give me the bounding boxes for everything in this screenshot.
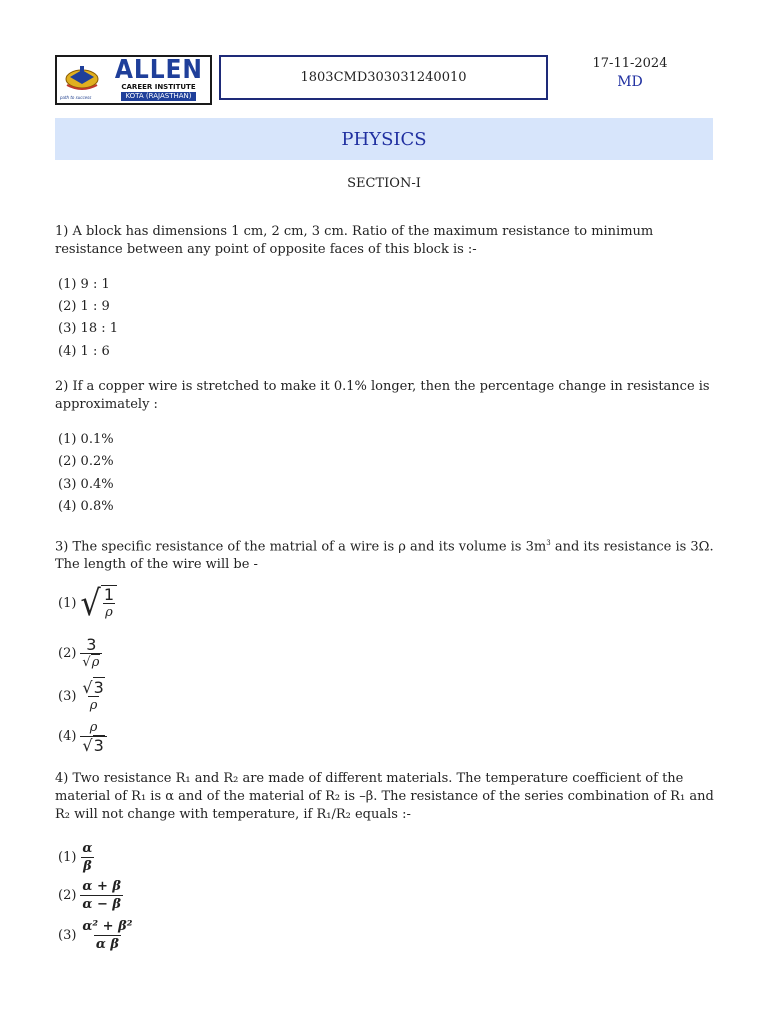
logo-tagline: path to success (60, 95, 92, 100)
question-3-text-b: and its resistance is 3Ω. (550, 539, 714, 555)
fraction-numerator: ρ (89, 720, 98, 735)
logo-location: KOTA (RAJASTHAN) (121, 92, 195, 101)
logo-brand: ALLEN (114, 55, 203, 85)
subject-banner (55, 118, 713, 160)
fraction-numerator: 1 (103, 585, 114, 604)
question-2-option-3[interactable]: (3) 0.4% (58, 477, 114, 492)
fraction-numerator: α (82, 841, 93, 856)
question-4-option-2[interactable] (58, 878, 123, 913)
fraction (80, 840, 94, 875)
option-number: (2) (58, 888, 77, 903)
fraction-numerator: α² + β² (82, 919, 133, 934)
question-3-text-a: 3) The specific resistance of the matrial of a wire is ρ and its volume is 3m (55, 539, 547, 555)
question-4-line-3: R₂ will not change with temperature, if R₁/R₂ equals :- (55, 807, 411, 822)
question-1-option-2[interactable]: (2) 1 : 9 (58, 299, 110, 314)
question-4-text (55, 770, 715, 824)
paper-code-box (219, 55, 548, 100)
fraction-denominator-sqrt: √3 (80, 736, 106, 754)
logo-subtitle: CAREER INSTITUTE (121, 83, 196, 91)
fraction-denominator: ρ (105, 605, 113, 620)
fraction-numerator-sqrt: √3 (82, 678, 104, 697)
question-3-option-4[interactable] (58, 719, 107, 754)
option-number: (2) (58, 646, 77, 661)
paper-code: 1803CMD303031240010 (300, 70, 467, 85)
exam-date: 17-11-2024 (592, 56, 668, 71)
question-2-text: 2) If a copper wire is stretched to make it 0.1% longer, then the percentage change in resistance is approximately : (55, 379, 710, 412)
question-3-option-3[interactable] (58, 679, 107, 714)
option-number: (1) (58, 850, 77, 865)
fraction (80, 636, 102, 671)
fraction-denominator-sqrt: √ρ (80, 653, 102, 671)
globe-emblem-icon (57, 57, 107, 103)
option-number: (3) (58, 689, 77, 704)
fraction (80, 918, 134, 953)
option-number: (3) (58, 928, 77, 943)
question-3-text-c: The length of the wire will be - (55, 557, 258, 573)
section-heading: SECTION-I (347, 176, 421, 191)
fraction (80, 719, 106, 754)
logo-wordmark (107, 57, 210, 103)
option-number: (1) (58, 595, 77, 611)
fraction-denominator: α − β (82, 897, 122, 912)
fraction-numerator: α + β (82, 879, 122, 894)
fraction (80, 679, 106, 714)
question-4-line-1: 4) Two resistance R₁ and R₂ are made of different materials. The temperature coefficient of the (55, 771, 684, 786)
sqrt-expression (80, 582, 117, 624)
question-1-option-1[interactable]: (1) 9 : 1 (58, 277, 110, 292)
sqrt-icon: √ (80, 582, 101, 624)
sqrt-icon: √ (82, 655, 91, 670)
question-2-option-2[interactable]: (2) 0.2% (58, 454, 114, 469)
option-number: (4) (58, 729, 77, 744)
sqrt-icon: √ (82, 736, 93, 755)
question-4-option-3[interactable] (58, 918, 134, 953)
stream-label: MD (617, 74, 643, 90)
question-4-option-1[interactable] (58, 840, 94, 875)
question-4-line-2: material of R₁ is α and of the material of R₂ is –β. The resistance of the series combination of R₁ and (55, 789, 714, 804)
fraction-denominator: β (83, 859, 92, 874)
question-3-option-2[interactable] (58, 636, 102, 671)
fraction (101, 585, 117, 621)
fraction-denominator: α β (95, 937, 119, 952)
question-1-option-3[interactable]: (3) 18 : 1 (58, 321, 119, 336)
question-3-text (55, 534, 715, 574)
fraction-denominator: ρ (89, 698, 98, 713)
question-2-option-1[interactable]: (1) 0.1% (58, 432, 114, 447)
fraction (80, 878, 123, 913)
question-2-option-4[interactable]: (4) 0.8% (58, 499, 114, 514)
sqrt-icon: √ (82, 678, 93, 697)
fraction-numerator: 3 (86, 635, 97, 654)
question-3-unit-exponent: 3 (546, 539, 551, 547)
question-1-option-4[interactable]: (4) 1 : 6 (58, 344, 110, 359)
subject-title: PHYSICS (341, 128, 427, 150)
allen-logo (55, 55, 212, 105)
question-1-text: 1) A block has dimensions 1 cm, 2 cm, 3 cm. Ratio of the maximum resistance to minimum resistance between any point of opposite faces of this block is :- (55, 224, 654, 257)
question-3-option-1[interactable] (58, 582, 117, 624)
